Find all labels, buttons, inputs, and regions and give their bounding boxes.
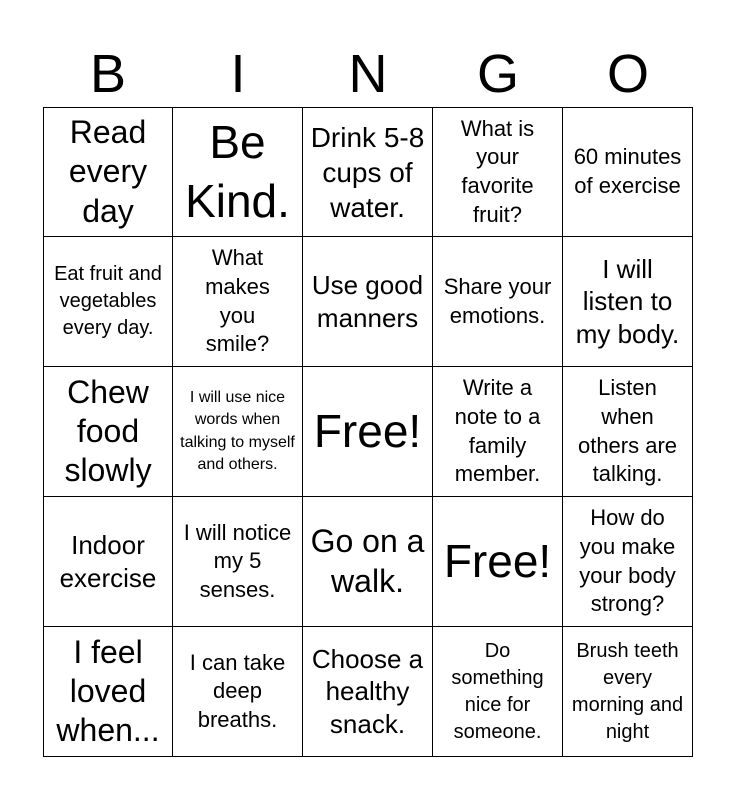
header-letter-g: G xyxy=(476,44,519,104)
bingo-header xyxy=(43,40,693,108)
cell-text: Drink 5-8 cups of water. xyxy=(310,121,425,223)
cell-text: Share your emotions. xyxy=(443,273,552,328)
header-letter-i: I xyxy=(230,44,246,104)
bingo-cell-r1-c1[interactable] xyxy=(43,107,173,237)
bingo-cell-r1-c3[interactable] xyxy=(303,107,433,237)
cell-text: Read every day xyxy=(68,114,148,229)
bingo-cell-r5-c1[interactable] xyxy=(43,627,173,757)
cell-text: Free! xyxy=(313,405,422,458)
bingo-cell-r2-c1[interactable] xyxy=(43,237,173,367)
bingo-cell-r4-c2[interactable] xyxy=(173,497,303,627)
cell-text: I will listen to my body. xyxy=(575,253,680,349)
cell-text: I will notice my 5 senses. xyxy=(183,519,292,602)
cell-text: Choose a healthy snack. xyxy=(311,643,424,739)
bingo-cell-r5-c2[interactable] xyxy=(173,627,303,757)
cell-text: How do you make your body strong? xyxy=(579,505,676,617)
bingo-cell-r2-c4[interactable] xyxy=(433,237,563,367)
bingo-cell-r1-c4[interactable] xyxy=(433,107,563,237)
header-letter-n: N xyxy=(348,44,388,104)
cell-text: Brush teeth every morning and night xyxy=(571,639,684,743)
bingo-cell-r5-c4[interactable] xyxy=(433,627,563,757)
bingo-cell-r1-c5[interactable] xyxy=(563,107,693,237)
cell-text: 60 minutes of exercise xyxy=(573,144,682,198)
cell-text: Do something nice for someone. xyxy=(451,639,544,743)
cell-text: Write a note to a family member. xyxy=(454,375,541,487)
bingo-cell-r3-c5[interactable] xyxy=(563,367,693,497)
bingo-cell-r4-c5[interactable] xyxy=(563,497,693,627)
bingo-cell-r4-c1[interactable] xyxy=(43,497,173,627)
bingo-cell-r2-c5[interactable] xyxy=(563,237,693,367)
cell-text: I feel loved when... xyxy=(56,633,160,749)
bingo-cell-r2-c2[interactable] xyxy=(173,237,303,367)
cell-text: Free! xyxy=(443,535,552,588)
bingo-cell-r5-c3[interactable] xyxy=(303,627,433,757)
free-space[interactable] xyxy=(303,367,433,497)
cell-text: Use good manners xyxy=(311,270,424,333)
free-space[interactable] xyxy=(433,497,563,627)
bingo-cell-r5-c5[interactable] xyxy=(563,627,693,757)
bingo-cell-r3-c4[interactable] xyxy=(433,367,563,497)
bingo-cell-r3-c1[interactable] xyxy=(43,367,173,497)
cell-text: Eat fruit and vegetables every day. xyxy=(54,263,162,339)
cell-text: Go on a walk. xyxy=(310,523,425,599)
header-letter-o: O xyxy=(606,44,649,104)
bingo-cell-r1-c2[interactable] xyxy=(173,107,303,237)
cell-text: Indoor exercise xyxy=(59,530,157,593)
bingo-board xyxy=(43,107,693,757)
bingo-cell-r4-c3[interactable] xyxy=(303,497,433,627)
bingo-cell-r2-c3[interactable] xyxy=(303,237,433,367)
cell-text: Be Kind. xyxy=(185,116,290,227)
header-letter-b: B xyxy=(89,44,127,104)
cell-text: I will use nice words when talking to myself and others. xyxy=(180,388,295,473)
cell-text: What is your favorite fruit? xyxy=(460,115,535,227)
cell-text: Listen when others are talking. xyxy=(577,375,678,487)
cell-text: Chew food slowly xyxy=(64,373,152,489)
bingo-cell-r3-c2[interactable] xyxy=(173,367,303,497)
cell-text: What makes you smile? xyxy=(205,245,270,357)
cell-text: I can take deep breaths. xyxy=(189,649,286,732)
